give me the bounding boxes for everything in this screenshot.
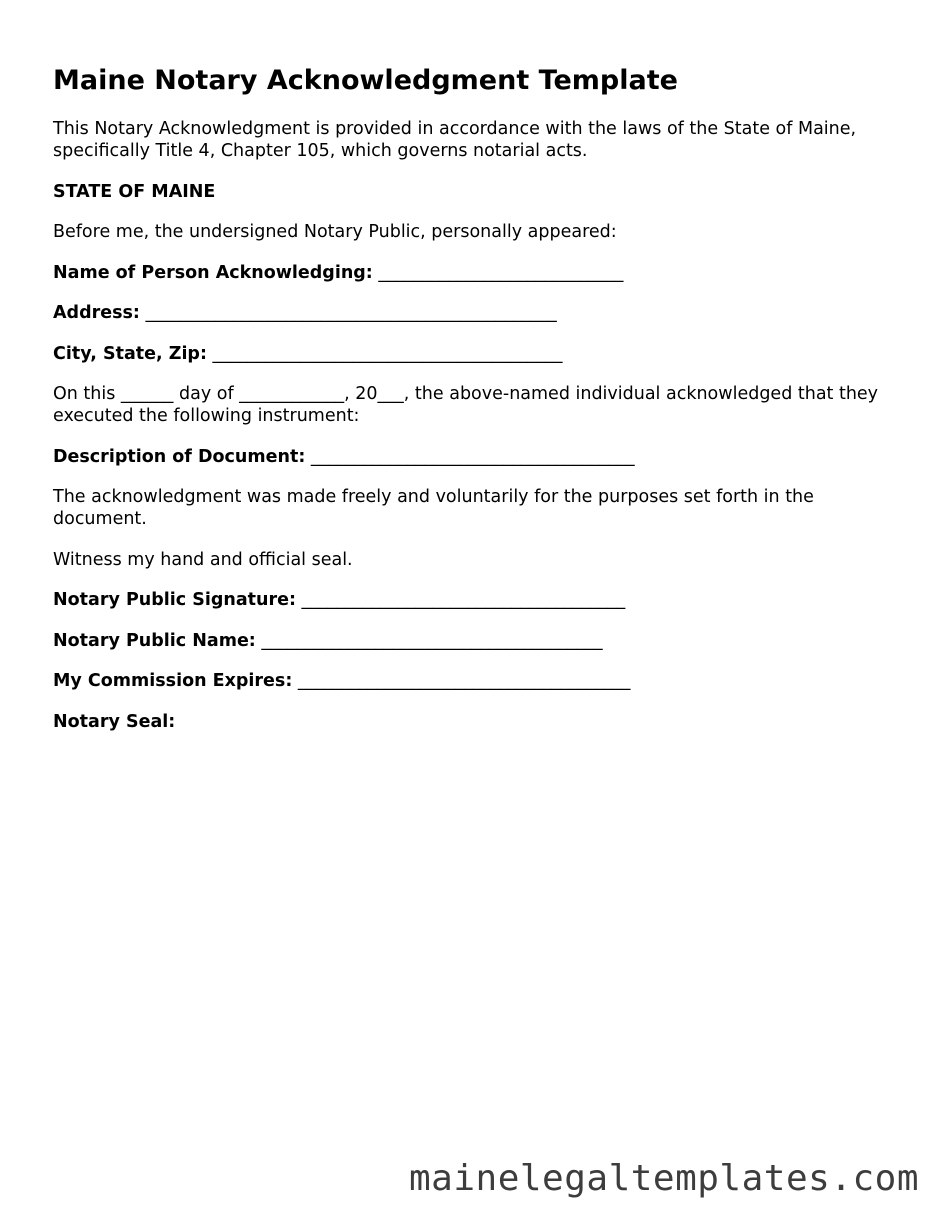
signature-field-label: Notary Public Signature: — [53, 590, 296, 610]
name-field-line: ____________________________ — [378, 262, 624, 283]
footer-watermark: mainelegaltemplates.com — [409, 1158, 919, 1199]
notary-name-field — [53, 630, 893, 652]
description-field — [53, 446, 893, 468]
description-field-label: Description of Document: — [53, 446, 306, 467]
commission-expires-field — [53, 670, 893, 692]
voluntary-paragraph: The acknowledgment was made freely and voluntarily for the purposes set forth in the document. — [53, 487, 814, 529]
witness-paragraph: Witness my hand and official seal. — [53, 549, 353, 570]
city-field-line: ________________________________________ — [212, 343, 563, 364]
commission-field-label: My Commission Expires: — [53, 671, 293, 691]
state-heading: STATE OF MAINE — [53, 181, 216, 202]
address-field — [53, 302, 893, 324]
city-state-zip-field — [53, 343, 893, 365]
notary-name-field-label: Notary Public Name: — [53, 630, 256, 651]
document-page — [53, 62, 893, 751]
commission-field-line: ______________________________________ — [297, 671, 631, 691]
name-field-label: Name of Person Acknowledging: — [53, 262, 373, 283]
city-field-label: City, State, Zip: — [53, 343, 207, 364]
date-paragraph: On this ______ day of ____________, 20___, the above-named individual acknowledged that they executed the following instrument: — [53, 384, 879, 426]
signature-field-line: _____________________________________ — [301, 590, 626, 610]
document-title: Maine Notary Acknowledgment Template — [53, 65, 678, 96]
address-field-line: _______________________________________________ — [145, 303, 557, 323]
description-field-line: _____________________________________ — [310, 446, 635, 467]
notary-signature-field — [53, 589, 893, 611]
name-field — [53, 262, 893, 284]
appeared-paragraph: Before me, the undersigned Notary Public, personally appeared: — [53, 222, 617, 242]
seal-field-label: Notary Seal: — [53, 711, 176, 732]
intro-paragraph: This Notary Acknowledgment is provided in accordance with the laws of the State of Maine, specifically Title 4, Chapter 105, which governs notarial acts. — [53, 119, 857, 161]
notary-seal-field — [53, 711, 893, 733]
address-field-label: Address: — [53, 303, 140, 323]
notary-name-field-line: _______________________________________ — [261, 630, 603, 651]
